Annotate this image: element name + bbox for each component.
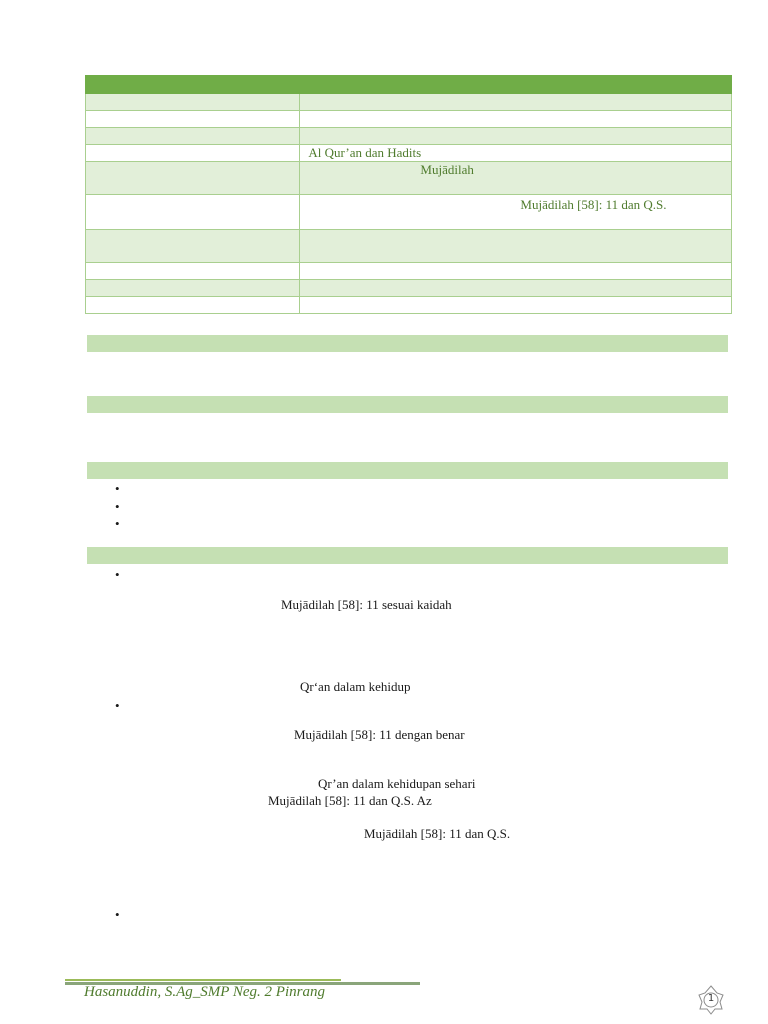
table-row [86, 280, 732, 297]
table-header-row [86, 76, 732, 94]
bullet-icon: • [115, 499, 120, 514]
identity-table [85, 75, 732, 314]
table-row [86, 128, 732, 145]
section-band [87, 462, 728, 479]
subject-value: Al Qur’an dan Hadits [308, 145, 422, 160]
page-number: 1 [707, 993, 715, 1004]
table-row [86, 297, 732, 314]
section-band [87, 335, 728, 352]
body-text-line: Mujādilah [58]: 11 dan Q.S. [364, 826, 511, 841]
table-row [86, 162, 732, 195]
bullet-icon: • [115, 698, 120, 713]
table-row [86, 111, 732, 128]
body-text-line: Mujādilah [58]: 11 dan Q.S. Az [268, 793, 432, 808]
bullet-icon: • [115, 567, 120, 582]
table-row [86, 195, 732, 230]
bullet-icon: • [115, 481, 120, 496]
table-row [86, 263, 732, 280]
footer-author: Hasanuddin, S.Ag_SMP Neg. 2 Pinrang [84, 984, 325, 1000]
section-band [87, 547, 728, 564]
bullet-icon: • [115, 516, 120, 531]
table-row [86, 145, 732, 162]
competency-value: Mujādilah [58]: 11 dan Q.S. [520, 197, 667, 212]
body-text-line: Qr’an dalam kehidupan sehari [318, 776, 476, 791]
footer-divider [65, 979, 341, 981]
body-text-line: Mujādilah [58]: 11 dengan benar [294, 727, 465, 742]
table-row [86, 94, 732, 111]
section-band [87, 396, 728, 413]
topic-value: Mujādilah [420, 162, 474, 177]
table-row [86, 230, 732, 263]
body-text-line: Mujādilah [58]: 11 sesuai kaidah [281, 597, 452, 612]
bullet-icon: • [115, 907, 120, 922]
body-text-line: Qr‘an dalam kehidup [300, 679, 411, 694]
